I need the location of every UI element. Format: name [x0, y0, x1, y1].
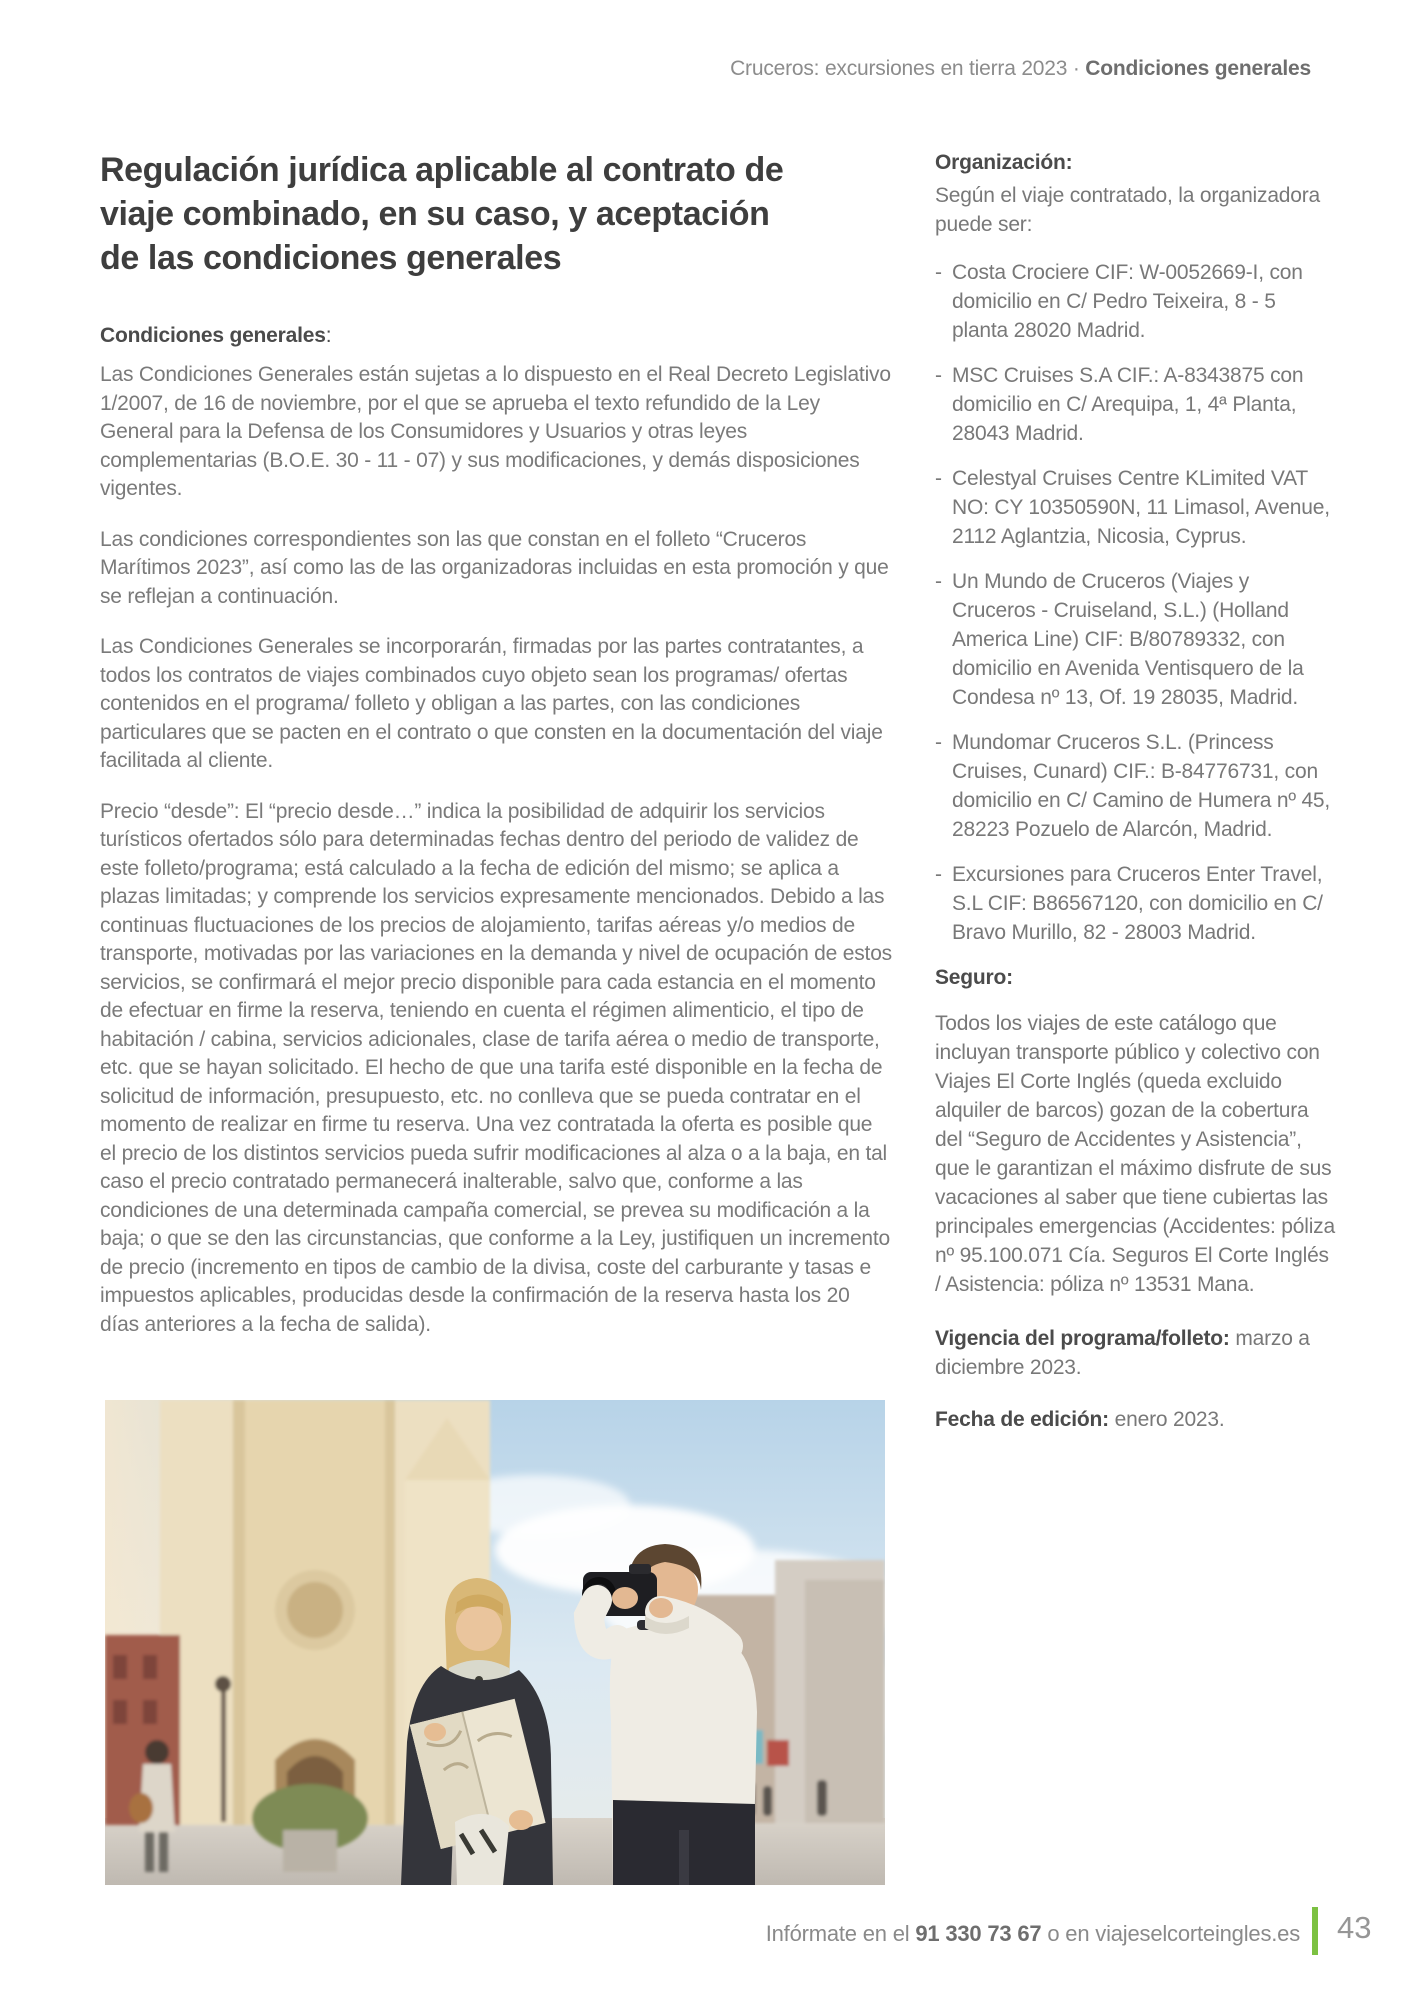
organizacion-heading: Organización:	[935, 151, 1073, 174]
paragraph-folleto: Las condiciones correspondientes son las que constan en el folleto “Cruceros Marítimos 2023”, así como las de las organizadoras incluidas en esta promoción y que se reflejan a continuación.	[100, 527, 889, 608]
list-dash: -	[935, 863, 942, 886]
paragraph-precio-desde: Precio “desde”: El “precio desde…” indica la posibilidad de adquirir los servicios turísticos ofertados sólo para determinadas fechas dentro del periodo de validez de este folleto/programa; está calculado a la fecha de edición del mismo; se aplica a plazas limitadas; y comprende los servicios expresamente mencionados. Debido a las continuas fluctuaciones de los precios de alojamiento, tarifas aéreas y/o medios de transporte, motivadas por las variaciones en la demanda y nivel de ocupación de estos servicios, se confirmará el mejor precio disponible para cada estancia en el momento de efectuar en firme la reserva, teniendo en cuenta el régimen alimenticio, el tipo de habitación / cabina, servicios adicionales, clase de tarifa aérea o medio de transporte, etc. que se hayan solicitado. El hecho de que una tarifa esté disponible en la fecha de solicitud de información, presupuesto, etc. no conlleva que se pueda contratar en el momento de realizar en firme tu reserva. Una vez contratada la oferta es posible que el precio de los distintos servicios pueda sufrir modificaciones al alza o a la baja, en tal caso el precio contratado permanecerá inalterable, salvo que, conforme a las condiciones de una determinada campaña comercial, se prevea su modificación a la baja; o que se den las circunstancias, que conforme a la Ley, justifiquen un incremento de precio (incremento en tipos de cambio de la divisa, coste del carburante y tasas e impuestos aplicables, producidas desde la confirmación de la reserva hasta los 20 días anteriores a la fecha de salida).	[100, 799, 892, 1336]
vigencia-value: marzo a diciembre 2023.	[935, 1327, 1310, 1379]
conditions-subheading-colon: :	[325, 324, 332, 347]
tourists-cathedral-illustration	[105, 1400, 885, 1885]
list-item-unmundo	[935, 567, 1337, 712]
page-number: 43	[1337, 1910, 1372, 1945]
list-dash: -	[935, 467, 942, 490]
header-kicker: Cruceros: excursiones en tierra 2023 ·	[730, 57, 1086, 80]
seguro-body: Todos los viajes de este catálogo que incluyan transporte público y colectivo con Viajes El Corte Inglés (queda excluido alquiler de barcos) gozan de la cobertura del “Seguro de Accidentes y Asistencia”, que le garantizan el máximo disfrute de sus vacaciones al saber que tiene cubiertas las principales emergencias (Accidentes: póliza nº 95.100.071 Cía. Seguros El Corte Inglés / Asistencia: póliza nº 13531 Mana.	[935, 1012, 1335, 1296]
organizacion-intro: Según el viaje contratado, la organizadora puede ser:	[935, 184, 1321, 236]
list-dash: -	[935, 731, 942, 754]
seguro-heading-label: Seguro	[935, 966, 1007, 989]
edicion-label: Fecha de edición:	[935, 1408, 1109, 1431]
footer-info	[766, 1921, 1300, 1947]
header-section-title: Condiciones generales	[1085, 57, 1311, 80]
sidebar-column	[935, 148, 1337, 1457]
footer-info-prefix: Infórmate en el	[765, 1921, 916, 1946]
edicion-value: enero 2023.	[1114, 1408, 1225, 1431]
list-item-text: MSC Cruises S.A CIF.: A-8343875 con domicilio en C/ Arequipa, 1, 4ª Planta, 28043 Madrid.	[952, 364, 1304, 445]
list-dash: -	[935, 261, 942, 284]
paragraph-incorporacion: Las Condiciones Generales se incorporarán, firmadas por las partes contratantes, a todos los contratos de viajes combinados cuyo objeto sean los programas/ ofertas contenidos en el programa/ folleto y obligan a las partes, con las condiciones particulares que se pacten en el contrato o que consten en la documentación del viaje facilitada al cliente.	[100, 635, 883, 772]
main-column	[100, 148, 892, 1361]
paragraph-legal-base: Las Condiciones Generales están sujetas a lo dispuesto en el Real Decreto Legislativo 1/2007, de 16 de noviembre, por el que se aprueba el texto refundido de la Ley General para la Defensa de los Consumidores y Usuarios y otras leyes complementarias (B.O.E. 30 - 11 - 07) y sus modificaciones, y demás disposiciones vigentes.	[100, 363, 891, 500]
destination-photo	[105, 1400, 885, 1885]
list-dash: -	[935, 364, 942, 387]
conditions-subheading-label: Condiciones generales	[100, 324, 326, 347]
list-item-text: Celestyal Cruises Centre KLimited VAT NO: CY 10350590N, 11 Limasol, Avenue, 2112 Aglantzia, Nicosia, Cyprus.	[952, 467, 1330, 548]
list-item-celestyal	[935, 464, 1337, 551]
footer-phone: 91 330 73 67	[915, 1921, 1042, 1946]
list-item-text: Un Mundo de Cruceros (Viajes y Cruceros - Cruiseland, S.L.) (Holland America Line) CIF: B/80789332, con domicilio en Avenida Ventisquero de la Condesa nº 13, Of. 19 28035, Madrid.	[952, 570, 1304, 709]
page-accent-bar	[1312, 1907, 1318, 1955]
list-item-costa	[935, 258, 1337, 345]
footer-website: viajeselcorteingles.es	[1095, 1921, 1300, 1946]
list-item-entertravel	[935, 860, 1337, 947]
list-item-mundomar	[935, 728, 1337, 844]
list-item-text: Costa Crociere CIF: W-0052669-I, con domicilio en C/ Pedro Teixeira, 8 - 5 planta 28020 Madrid.	[952, 261, 1303, 342]
vigencia-line	[935, 1324, 1337, 1382]
vigencia-label: Vigencia del programa/folleto:	[935, 1327, 1230, 1350]
page-title: Regulación jurídica aplicable al contrato de viaje combinado, en su caso, y aceptación de las condiciones generales	[100, 151, 784, 277]
conditions-subheading	[100, 322, 892, 350]
seguro-heading-colon: :	[1006, 966, 1013, 989]
list-item-text: Excursiones para Cruceros Enter Travel, S.L CIF: B86567120, con domicilio en C/ Bravo Murillo, 82 - 28003 Madrid.	[952, 863, 1323, 944]
footer-info-middle: o en	[1041, 1921, 1096, 1946]
page-header	[730, 57, 1311, 81]
list-item-msc	[935, 361, 1337, 448]
seguro-heading	[935, 963, 1337, 992]
list-item-text: Mundomar Cruceros S.L. (Princess Cruises, Cunard) CIF.: B-84776731, con domicilio en C/ Camino de Humera nº 45, 28223 Pozuelo de Alarcón, Madrid.	[952, 731, 1331, 841]
edicion-line	[935, 1405, 1337, 1434]
list-dash: -	[935, 570, 942, 593]
